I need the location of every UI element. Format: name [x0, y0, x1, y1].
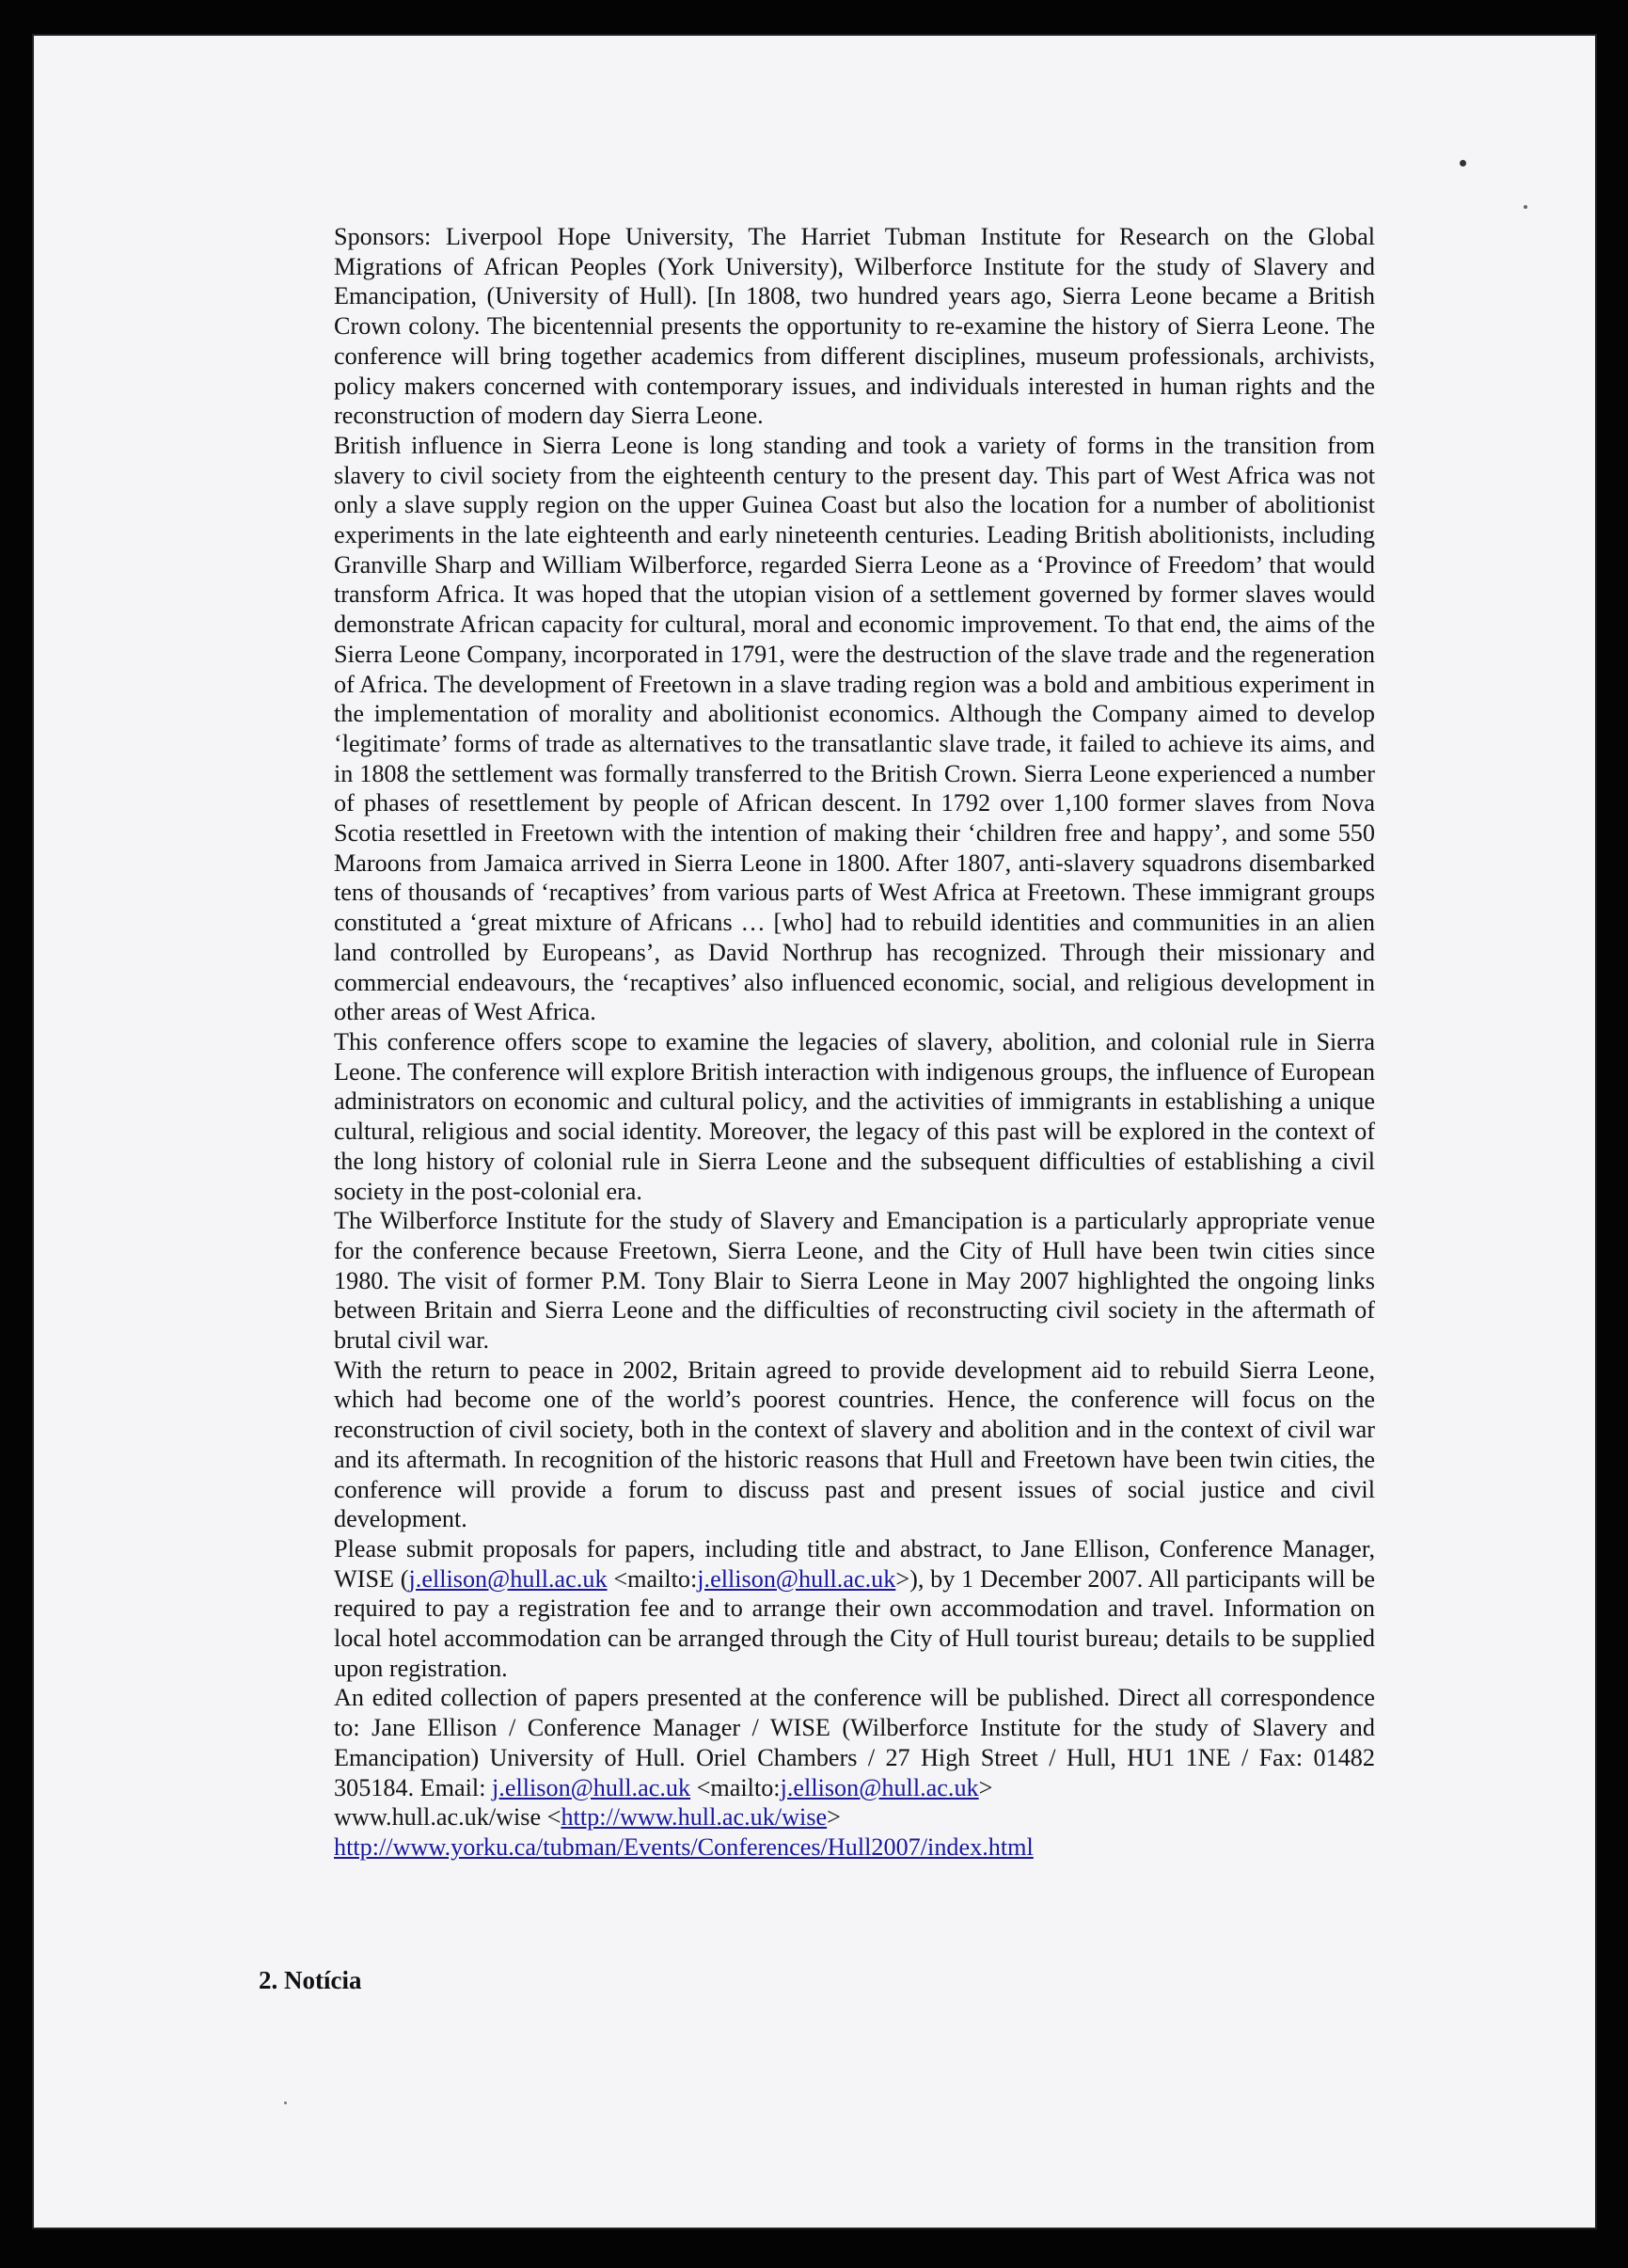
wise-web-close: > [827, 1803, 841, 1832]
proposal-text-rest: >), by 1 December 2007. All participants will be required to pay a registration fee and to arrange their own accommodation and travel. Information on local hotel accommodation can be arranged through the City of Hull tourist bureau; details to be supplied upon registration. [334, 1564, 1375, 1682]
correspondence-mailto-text: <mailto: [690, 1773, 781, 1801]
wise-web-link[interactable]: http://www.hull.ac.uk/wise [561, 1803, 828, 1832]
wise-web-text: www.hull.ac.uk/wise < [334, 1803, 561, 1832]
section-heading: 2. Notícia [259, 1966, 362, 1994]
correspondence-email-link[interactable]: j.ellison@hull.ac.uk [492, 1773, 691, 1801]
document-body [334, 222, 1375, 1863]
scan-speck [1524, 205, 1527, 209]
correspondence-mailto-close: > [978, 1773, 993, 1801]
york-web-link[interactable]: http://www.yorku.ca/tubman/Events/Conferences/Hull2007/index.html [334, 1832, 1034, 1861]
wise-web-line [334, 1802, 1375, 1832]
mailto-text: <mailto: [607, 1564, 698, 1593]
proposal-paragraph [334, 1534, 1375, 1684]
correspondence-mailto-link[interactable]: j.ellison@hull.ac.uk [780, 1773, 979, 1801]
correspondence-text: An edited collection of papers presented at the conference will be published. Direct all correspondence to: Jane Ellison / Conference Manager / WISE (Wilberforce Institute for the study of Slavery and Emancipation) University of Hull. Oriel Chambers / 27 High Street / Hull, HU1 1NE / Fax: 01482 305184. Email: [334, 1684, 1375, 1801]
email-link[interactable]: j.ellison@hull.ac.uk [408, 1564, 608, 1593]
scan-speck [284, 2101, 287, 2104]
british-influence-paragraph: British influence in Sierra Leone is long standing and took a variety of forms in the transition from slavery to civil society from the eighteenth century to the present day. This part of West Africa was not only a slave supply region on the upper Guinea Coast but also the location for a number of abolitionist experiments in the late eighteenth and early nineteenth centuries. Leading British abolitionists, including Granville Sharp and William Wilberforce, regarded Sierra Leone as a ‘Province of Freedom’ that would transform Africa. It was hoped that the utopian vision of a settlement governed by former slaves would demonstrate African capacity for cultural, moral and economic improvement. To that end, the aims of the Sierra Leone Company, incorporated in 1791, were the destruction of the slave trade and the regeneration of Africa. The development of Freetown in a slave trading region was a bold and ambitious experiment in the implementation of morality and abolitionist economics. Although the Company aimed to develop ‘legitimate’ forms of trade as alternatives to the transatlantic slave trade, it failed to achieve its aims, and in 1808 the settlement was formally transferred to the British Crown. Sierra Leone experienced a number of phases of resettlement by people of African descent. In 1792 over 1,100 former slaves from Nova Scotia resettled in Freetown with the intention of making their ‘children free and happy’, and some 550 Maroons from Jamaica arrived in Sierra Leone in 1800. After 1807, anti-slavery squadrons disembarked tens of thousands of ‘recaptives’ from various parts of West Africa at Freetown. These immigrant groups constituted a ‘great mixture of Africans … [who] had to rebuild identities and communities in an alien land controlled by Europeans’, as David Northrup has recognized. Through their missionary and commercial endeavours, the ‘recaptives’ also influenced economic, social, and religious development in other areas of West Africa. [334, 431, 1375, 1026]
scan-speck [1460, 160, 1466, 167]
proposal-text: Please submit proposals for papers, including title and abstract, to Jane Ellison, Conference Manager, WISE ( [334, 1534, 1375, 1593]
sponsors-paragraph: Sponsors: Liverpool Hope University, The Harriet Tubman Institute for Research on the Global Migrations of African Peoples (York University), Wilberforce Institute for the study of Slavery and Emancipation, (University of Hull). [In 1808, two hundred years ago, Sierra Leone became a British Crown colony. The bicentennial presents the opportunity to re-examine the history of Sierra Leone. The conference will bring together academics from different disciplines, museum professionals, archivists, policy makers concerned with contemporary issues, and individuals interested in human rights and the reconstruction of modern day Sierra Leone. [334, 223, 1375, 430]
correspondence-paragraph [334, 1683, 1375, 1802]
york-web-line [334, 1832, 1375, 1863]
venue-paragraph: The Wilberforce Institute for the study of Slavery and Emancipation is a particularly appropriate venue for the conference because Freetown, Sierra Leone, and the City of Hull have been twin cities since 1980. The visit of former P.M. Tony Blair to Sierra Leone in May 2007 highlighted the ongoing links between Britain and Sierra Leone and the difficulties of reconstructing civil society in the aftermath of brutal civil war. [334, 1207, 1375, 1355]
web-links [334, 1802, 1375, 1862]
conference-scope-paragraph: This conference offers scope to examine the legacies of slavery, abolition, and colonial rule in Sierra Leone. The conference will explore British interaction with indigenous groups, the influence of European administrators on economic and cultural policy, and the activities of immigrants in establishing a unique cultural, religious and social identity. Moreover, the legacy of this past will be explored in the context of the long history of colonial rule in Sierra Leone and the subsequent difficulties of establishing a civil society in the post-colonial era. [334, 1027, 1375, 1205]
mailto-link[interactable]: j.ellison@hull.ac.uk [697, 1564, 896, 1593]
peace-paragraph: With the return to peace in 2002, Britain agreed to provide development aid to rebuild Sierra Leone, which had become one of the world’s poorest countries. Hence, the conference will focus on the reconstruction of civil society, both in the context of slavery and abolition and in the context of civil war and its aftermath. In recognition of the historic reasons that Hull and Freetown have been twin cities, the conference will provide a forum to discuss past and present issues of social justice and civil development. [334, 1356, 1375, 1533]
